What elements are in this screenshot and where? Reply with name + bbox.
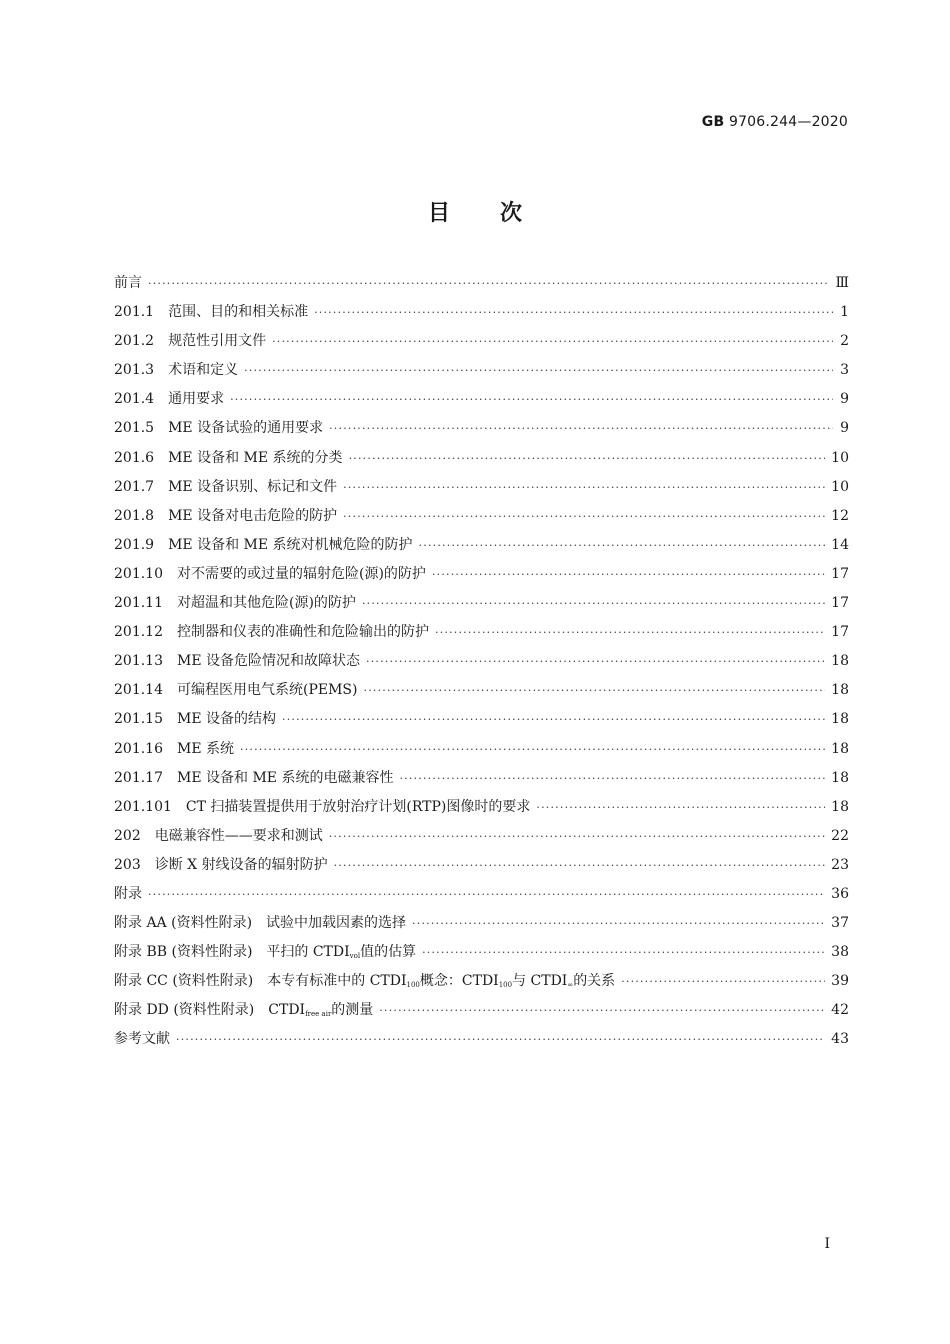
toc-entry-page: 9 <box>840 391 849 408</box>
subscript-text: ∞ <box>567 981 574 990</box>
toc-entry[interactable] <box>114 796 849 825</box>
toc-entry[interactable] <box>114 476 849 505</box>
dot-leader <box>148 277 829 290</box>
dot-leader <box>621 975 825 988</box>
toc-entry-page: 36 <box>831 885 849 902</box>
toc-entry-number: 201.13 <box>114 653 163 670</box>
toc-entry-page: 39 <box>831 973 849 990</box>
subscript-text: vol <box>349 952 361 961</box>
toc-entry-page: 42 <box>831 1002 849 1019</box>
page-number: I <box>824 1236 830 1252</box>
toc-entry[interactable] <box>114 883 849 912</box>
toc-entry[interactable] <box>114 738 849 767</box>
toc-entry-label: 电磁兼容性——要求和测试 <box>154 827 323 844</box>
toc-entry[interactable] <box>114 767 849 796</box>
toc-entry-label: 可编程医用电气系统(PEMS) <box>177 682 358 699</box>
toc-entry-page: 1 <box>840 304 849 321</box>
toc-entry[interactable] <box>114 912 849 941</box>
toc-entry[interactable] <box>114 999 849 1028</box>
dot-leader <box>148 888 825 901</box>
toc-entry-label: ME 设备试验的通用要求 <box>168 420 324 437</box>
toc-entry-label: CT 扫描装置提供用于放射治疗计划(RTP)图像时的要求 <box>185 798 531 815</box>
toc-entry-number: 201.10 <box>114 565 163 582</box>
toc-entry[interactable] <box>114 272 849 301</box>
toc-entry[interactable] <box>114 505 849 534</box>
dot-leader <box>399 772 825 785</box>
toc-entry-label: 术语和定义 <box>168 362 239 379</box>
toc-entry-number: 201.2 <box>114 333 155 350</box>
toc-entry-label: 附录 <box>114 885 142 902</box>
toc-entry-page: 43 <box>831 1031 849 1048</box>
toc-entry-number: 201.17 <box>114 769 163 786</box>
dot-leader <box>412 917 825 930</box>
toc-entry[interactable] <box>114 447 849 476</box>
toc-entry-label: ME 设备危险情况和故障状态 <box>177 653 361 670</box>
toc-entry-label: 附录 AA (资料性附录) 试验中加载因素的选择 <box>114 915 407 932</box>
toc-entry[interactable] <box>114 825 849 854</box>
toc-entry-page: 18 <box>831 682 849 699</box>
toc-entry[interactable] <box>114 388 849 417</box>
toc-entry[interactable] <box>114 1028 849 1057</box>
toc-entry-number: 201.101 <box>114 798 172 815</box>
standard-prefix: GB <box>701 114 725 130</box>
standard-number: 9706.244—2020 <box>728 114 848 130</box>
toc-entry-page: 17 <box>831 624 849 641</box>
toc-entry-page: 23 <box>831 856 849 873</box>
toc-entry-page: 14 <box>831 536 849 553</box>
toc-entry-number: 203 <box>114 856 141 873</box>
subscript-text: free air <box>305 1010 332 1019</box>
toc-entry-number: 202 <box>114 827 141 844</box>
toc-entry[interactable] <box>114 650 849 679</box>
dot-leader <box>272 335 833 348</box>
toc-entry-number: 201.4 <box>114 391 155 408</box>
toc-entry-label: 范围、目的和相关标准 <box>168 304 309 321</box>
document-code <box>702 114 848 130</box>
toc-entry-label: ME 设备和 ME 系统对机械危险的防护 <box>168 536 413 553</box>
toc-entry-number: 201.9 <box>114 536 155 553</box>
toc-entry-label: 前言 <box>114 275 142 291</box>
toc-entry[interactable] <box>114 621 849 650</box>
table-of-contents <box>114 272 849 1058</box>
toc-entry-number: 201.8 <box>114 507 155 524</box>
toc-entry-page: 10 <box>831 449 849 466</box>
toc-entry-label: 诊断 X 射线设备的辐射防护 <box>154 856 328 873</box>
toc-entry-page: 9 <box>840 420 849 437</box>
toc-entry[interactable] <box>114 679 849 708</box>
toc-entry-page: 18 <box>831 798 849 815</box>
subscript-text: 100 <box>498 981 513 990</box>
toc-entry-label: 对不需要的或过量的辐射危险(源)的防护 <box>177 565 426 582</box>
toc-entry-page: Ⅲ <box>835 275 849 291</box>
dot-leader <box>432 568 825 581</box>
dot-leader <box>366 655 825 668</box>
toc-entry[interactable] <box>114 970 849 999</box>
toc-entry-label: 通用要求 <box>168 391 225 408</box>
dot-leader <box>176 1033 825 1046</box>
dot-leader <box>244 364 833 377</box>
toc-entry[interactable] <box>114 330 849 359</box>
toc-entry-page: 18 <box>831 740 849 757</box>
toc-entry[interactable] <box>114 941 849 970</box>
toc-entry[interactable] <box>114 417 849 446</box>
dot-leader <box>240 743 825 756</box>
toc-entry-label: ME 设备识别、标记和文件 <box>168 478 338 495</box>
toc-entry-page: 3 <box>840 362 849 379</box>
dot-leader <box>329 422 833 435</box>
toc-entry-label: ME 设备和 ME 系统的电磁兼容性 <box>177 769 394 786</box>
toc-entry-number: 201.1 <box>114 304 155 321</box>
toc-entry-label <box>114 970 615 990</box>
label-text: 与 CTDI <box>512 973 568 990</box>
dot-leader <box>314 306 833 319</box>
toc-entry-page: 38 <box>831 944 849 961</box>
dot-leader <box>419 539 826 552</box>
toc-entry-page: 18 <box>831 769 849 786</box>
toc-entry-page: 18 <box>831 653 849 670</box>
label-text: 附录 BB (资料性附录) 平扫的 CTDI <box>114 944 350 961</box>
toc-entry-number: 201.12 <box>114 624 163 641</box>
dot-leader <box>343 481 825 494</box>
toc-entry-page: 18 <box>831 711 849 728</box>
dot-leader <box>282 713 825 726</box>
toc-entry-number: 201.3 <box>114 362 155 379</box>
toc-entry-number: 201.7 <box>114 478 155 495</box>
toc-entry[interactable] <box>114 708 849 737</box>
dot-leader <box>349 452 826 465</box>
dot-leader <box>435 626 825 639</box>
toc-entry-label: ME 系统 <box>177 740 235 757</box>
dot-leader <box>230 393 833 406</box>
toc-entry-label: ME 设备和 ME 系统的分类 <box>168 449 343 466</box>
dot-leader <box>329 830 825 843</box>
label-text: 的关系 <box>573 973 616 990</box>
dot-leader <box>334 859 826 872</box>
dot-leader <box>362 597 825 610</box>
label-text: 附录 CC (资料性附录) 本专有标准中的 CTDI <box>114 973 407 990</box>
subscript-text: 100 <box>406 981 420 990</box>
toc-entry-number: 201.15 <box>114 711 163 728</box>
toc-entry-page: 17 <box>831 595 849 612</box>
toc-entry-label: ME 设备对电击危险的防护 <box>168 507 338 524</box>
page-title: 目次 <box>427 201 572 226</box>
toc-entry-label: ME 设备的结构 <box>177 711 277 728</box>
toc-entry-number: 201.14 <box>114 682 163 699</box>
toc-entry-page: 37 <box>831 915 849 932</box>
label-text: 附录 DD (资料性附录) CTDI <box>114 1002 306 1019</box>
toc-entry-number: 201.5 <box>114 420 155 437</box>
dot-leader <box>379 1004 825 1017</box>
toc-entry-label <box>114 941 416 961</box>
toc-entry[interactable] <box>114 563 849 592</box>
dot-leader <box>536 801 825 814</box>
toc-entry-page: 22 <box>831 827 849 844</box>
toc-entry[interactable] <box>114 534 849 563</box>
dot-leader <box>422 946 825 959</box>
label-text: 值的估算 <box>360 944 417 961</box>
dot-leader <box>364 684 826 697</box>
toc-entry[interactable] <box>114 592 849 621</box>
toc-entry-number: 201.6 <box>114 449 155 466</box>
dot-leader <box>343 510 825 523</box>
label-text: 的测量 <box>331 1002 374 1019</box>
toc-entry[interactable] <box>114 301 849 330</box>
toc-entry-label: 控制器和仪表的准确性和危险输出的防护 <box>177 624 429 641</box>
toc-entry-page: 10 <box>831 478 849 495</box>
toc-entry-label: 规范性引用文件 <box>168 333 267 350</box>
toc-entry-page: 17 <box>831 565 849 582</box>
toc-entry-label: 参考文献 <box>114 1031 170 1048</box>
toc-entry-number: 201.11 <box>114 595 163 612</box>
toc-entry[interactable] <box>114 854 849 883</box>
toc-entry-label: 对超温和其他危险(源)的防护 <box>177 595 356 612</box>
toc-entry-label <box>114 999 373 1019</box>
toc-entry-page: 2 <box>840 333 849 350</box>
label-text: 概念：CTDI <box>419 973 499 990</box>
toc-entry[interactable] <box>114 359 849 388</box>
toc-entry-number: 201.16 <box>114 740 163 757</box>
toc-entry-page: 12 <box>831 507 849 524</box>
